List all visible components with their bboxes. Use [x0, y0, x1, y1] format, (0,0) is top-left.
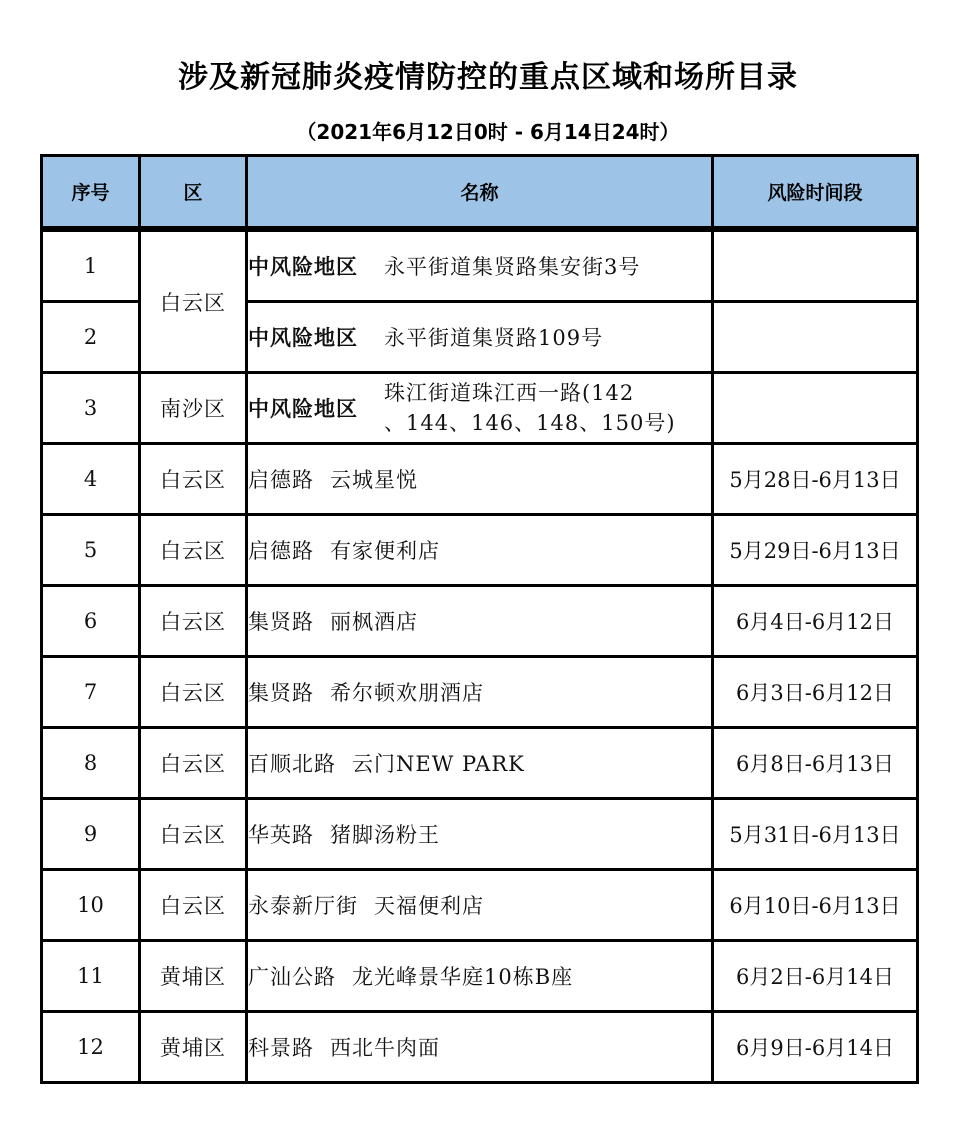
row-index: 8 [43, 729, 141, 800]
place-road: 集贤路 [248, 681, 314, 705]
row-period: 6月9日-6月14日 [714, 1013, 919, 1084]
row-index: 3 [43, 374, 141, 445]
table-row [43, 1013, 919, 1084]
row-name [248, 871, 714, 942]
row-name [248, 516, 714, 587]
place-road: 科景路 [248, 1036, 314, 1060]
row-period [714, 232, 919, 303]
table-row [43, 232, 919, 303]
row-district: 白云区 [141, 871, 248, 942]
place-name: 丽枫酒店 [330, 610, 418, 634]
place-road: 启德路 [248, 539, 314, 563]
row-index: 7 [43, 658, 141, 729]
row-index: 4 [43, 445, 141, 516]
row-name [248, 587, 714, 658]
row-index: 2 [43, 303, 141, 374]
row-name [248, 942, 714, 1013]
row-period [714, 374, 919, 445]
row-period: 6月8日-6月13日 [714, 729, 919, 800]
risk-address-line-2: 、144、146、148、150号) [384, 411, 676, 435]
place-name: 猪脚汤粉王 [330, 823, 440, 847]
table-row [43, 445, 919, 516]
table-row [43, 658, 919, 729]
row-name [248, 374, 714, 445]
table-row [43, 729, 919, 800]
row-name [248, 800, 714, 871]
place-road: 集贤路 [248, 610, 314, 634]
row-period: 6月2日-6月14日 [714, 942, 919, 1013]
place-road: 启德路 [248, 468, 314, 492]
row-district: 白云区 [141, 729, 248, 800]
document-subtitle: （2021年6月12日0时 - 6月14日24时） [296, 120, 680, 144]
risk-address: 永平街道集贤路集安街3号 [384, 255, 641, 279]
place-road: 广汕公路 [248, 965, 336, 989]
row-name [248, 658, 714, 729]
row-district: 白云区 [141, 516, 248, 587]
table-row [43, 587, 919, 658]
risk-address-line-1: 珠江街道珠江西一路(142 [384, 381, 635, 405]
row-index: 1 [43, 232, 141, 303]
place-name: 云门NEW PARK [352, 752, 525, 776]
row-period: 6月3日-6月12日 [714, 658, 919, 729]
table-row [43, 516, 919, 587]
header-period: 风险时间段 [714, 157, 919, 229]
place-name: 天福便利店 [374, 894, 484, 918]
row-index: 10 [43, 871, 141, 942]
risk-address: 永平街道集贤路109号 [384, 326, 604, 350]
row-name [248, 729, 714, 800]
row-name [248, 232, 714, 303]
header-district: 区 [141, 157, 248, 229]
risk-level-label: 中风险地区 [248, 326, 358, 350]
row-district: 白云区 [141, 658, 248, 729]
place-name: 云城星悦 [330, 468, 418, 492]
table-row [43, 871, 919, 942]
table-row [43, 942, 919, 1013]
risk-level-label: 中风险地区 [248, 255, 358, 279]
table-header-row [43, 157, 919, 229]
row-district: 黄埔区 [141, 1013, 248, 1084]
row-period: 6月4日-6月12日 [714, 587, 919, 658]
document-title: 涉及新冠肺炎疫情防控的重点区域和场所目录 [178, 60, 798, 95]
risk-address [384, 378, 684, 438]
row-district: 黄埔区 [141, 942, 248, 1013]
row-name [248, 1013, 714, 1084]
row-district: 白云区 [141, 232, 248, 374]
row-index: 9 [43, 800, 141, 871]
row-district: 白云区 [141, 445, 248, 516]
place-name: 龙光峰景华庭10栋B座 [352, 965, 574, 989]
row-period: 5月31日-6月13日 [714, 800, 919, 871]
row-index: 5 [43, 516, 141, 587]
place-road: 永泰新厅街 [248, 894, 358, 918]
risk-level-label: 中风险地区 [248, 397, 358, 421]
row-period: 5月28日-6月13日 [714, 445, 919, 516]
place-name: 西北牛肉面 [330, 1036, 440, 1060]
row-period [714, 303, 919, 374]
header-name: 名称 [248, 157, 714, 229]
place-road: 华英路 [248, 823, 314, 847]
row-index: 11 [43, 942, 141, 1013]
row-district: 白云区 [141, 800, 248, 871]
row-period: 5月29日-6月13日 [714, 516, 919, 587]
row-name [248, 303, 714, 374]
row-index: 12 [43, 1013, 141, 1084]
row-index: 6 [43, 587, 141, 658]
places-body [43, 445, 919, 1084]
header-index: 序号 [43, 157, 141, 229]
row-period: 6月10日-6月13日 [714, 871, 919, 942]
place-road: 百顺北路 [248, 752, 336, 776]
row-district: 南沙区 [141, 374, 248, 445]
table-row [43, 800, 919, 871]
key-areas-table [40, 154, 919, 1084]
table-row [43, 374, 919, 445]
row-district: 白云区 [141, 587, 248, 658]
row-name [248, 445, 714, 516]
place-name: 希尔顿欢朋酒店 [330, 681, 484, 705]
place-name: 有家便利店 [330, 539, 440, 563]
